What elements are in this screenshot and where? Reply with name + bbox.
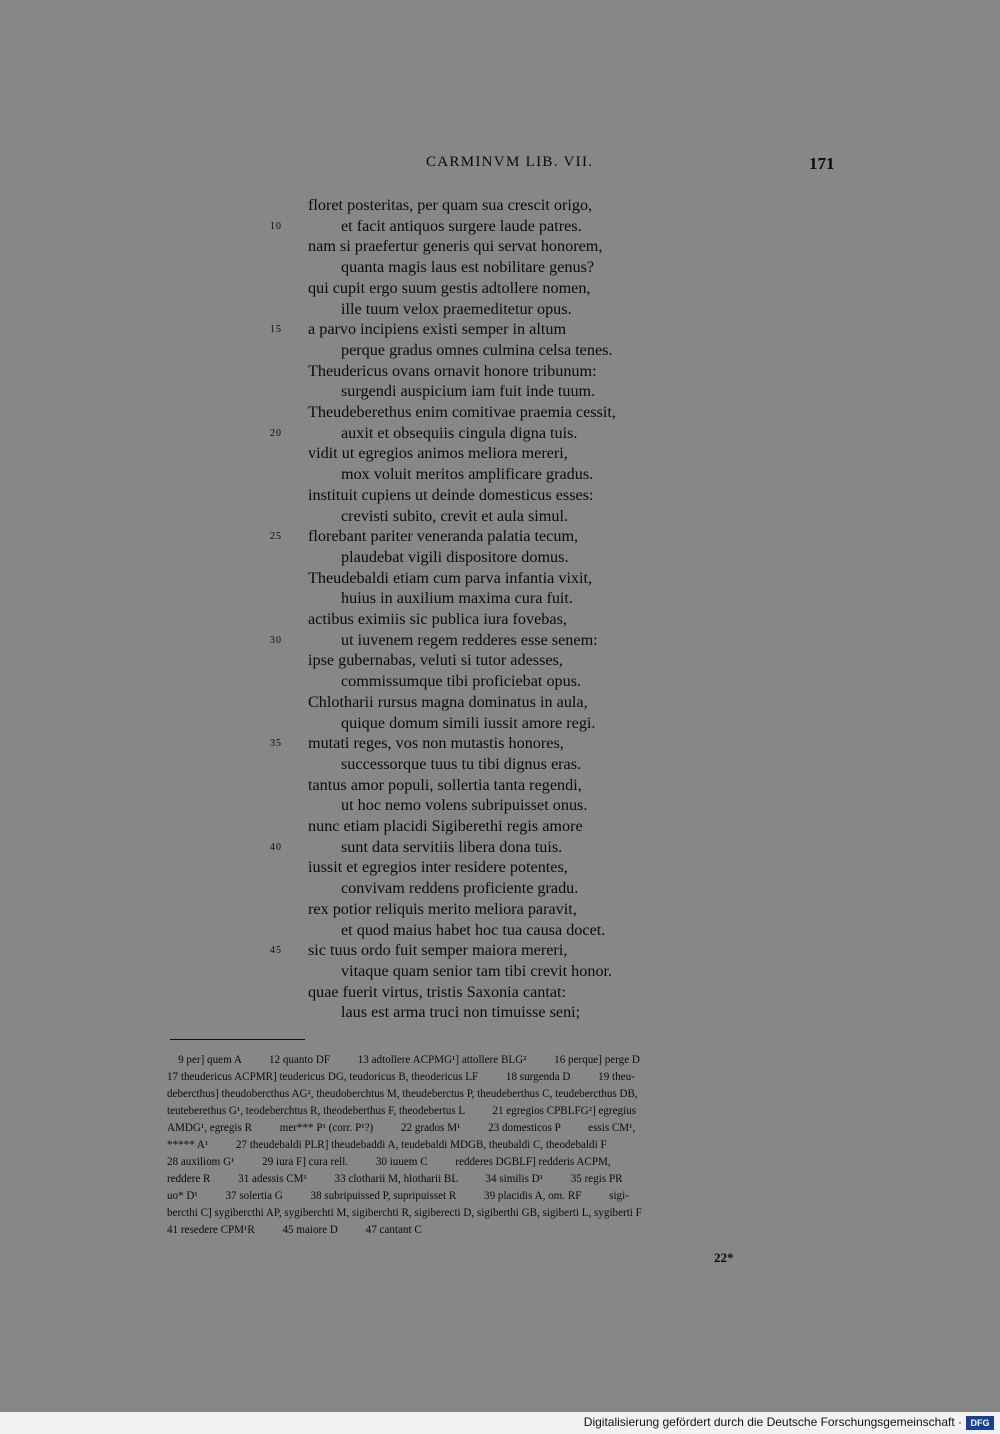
line-number: 20 [270, 427, 282, 439]
verse-line: Theudericus ovans ornavit honore tribunum: [308, 361, 597, 380]
line-number: 40 [270, 841, 282, 853]
verse-line: sunt data servitiis libera dona tuis. [341, 837, 563, 856]
page-number: 171 [809, 154, 835, 173]
line-number: 35 [270, 738, 282, 750]
verse-line: commissumque tibi proficiebat opus. [341, 672, 582, 691]
apparatus-line: reddere R 31 adessis CM¹ 33 clotharii M, hlotharii BL 34 similis D¹ 35 regis PR [167, 1173, 623, 1185]
page-header [0, 154, 1000, 178]
verse-line: tantus amor populi, sollertia tanta regendi, [308, 775, 582, 794]
verse-line: Theudebaldi etiam cum parva infantia vixit, [308, 568, 593, 587]
verse-line: surgendi auspicium iam fuit inde tuum. [341, 382, 596, 401]
funding-notice: Digitalisierung gefördert durch die Deutsche Forschungsgemeinschaft · [583, 1415, 962, 1429]
verse-line: nunc etiam placidi Sigiberethi regis amore [308, 817, 583, 835]
apparatus-line: 9 per] quem A 12 quanto DF 13 adtollere ACPMG¹] attollere BLG² 16 perque] perge D [167, 1054, 640, 1066]
verse-line: plaudebat vigili dispositore domus. [341, 547, 569, 566]
line-number: 30 [270, 634, 282, 646]
verse-line: ut iuvenem regem redderes esse senem: [341, 630, 598, 649]
verse-line: convivam reddens proficiente gradu. [341, 879, 579, 898]
verse-line: actibus eximiis sic publica iura fovebas, [308, 610, 567, 628]
apparatus-line: AMDG¹, egregis R mer*** P¹ (corr. P¹?) 22 grados M¹ 23 domesticos P essis CM¹, [167, 1122, 636, 1134]
apparatus-line: ***** A¹ 27 theudebaldi PLR] theudebaddi A, teudebaldi MDGB, theubaldi C, theodebaldi F [167, 1139, 607, 1151]
apparatus-line: bercthi C] sygibercthi AP, sygiberchti M, sigiberchti R, sigiberecti D, sigiberthi GB, sigiberti L, sygiberti F [167, 1207, 642, 1219]
verse-line: rex potior reliquis merito meliora paravit, [308, 899, 577, 918]
verse-line: Chlotharii rursus magna dominatus in aula, [308, 692, 588, 711]
verse-line: floret posteritas, per quam sua crescit origo, [308, 196, 593, 214]
verse-line: huius in auxilium maxima cura fuit. [341, 589, 573, 608]
verse-line: quique domum simili iussit amore regi. [341, 713, 596, 732]
apparatus-line: uo* D¹ 37 solertia G 38 subripuissed P, supripuisset R 39 placidis A, om. RF sigi- [167, 1190, 629, 1202]
verse-line: iussit et egregios inter residere potentes, [308, 858, 568, 877]
dfg-footer-bar [0, 1412, 1000, 1434]
line-number: 45 [270, 945, 282, 957]
verse-line: mox voluit meritos amplificare gradus. [341, 465, 594, 484]
verse-line: ille tuum velox praemeditetur opus. [341, 299, 572, 318]
critical-apparatus [167, 1052, 825, 1239]
line-number: 25 [270, 531, 282, 543]
apparatus-line: 41 resedere CPM¹R 45 maiore D 47 cantant C [167, 1224, 422, 1236]
verse-line: ut hoc nemo volens subripuisset onus. [341, 796, 588, 815]
signature-mark: 22* [714, 1250, 734, 1265]
line-number: 10 [270, 220, 282, 232]
verse-line: nam si praefertur generis qui servat honorem, [308, 237, 603, 256]
verse-line: instituit cupiens ut deinde domesticus esses: [308, 485, 594, 504]
apparatus-line: teuteberethus G¹, teodeberchtus R, theodeberthus F, theodebertus L 21 egregios CPBLFG²] egregius [167, 1105, 637, 1117]
verse-line: florebant pariter veneranda palatia tecum, [308, 527, 579, 546]
verse-line: a parvo incipiens existi semper in altum [308, 320, 567, 339]
verse-line: laus est arma truci non timuisse seni; [341, 1003, 581, 1022]
verse-line: vitaque quam senior tam tibi crevit honor. [341, 961, 613, 980]
verse-line: ipse gubernabas, veluti si tutor adesses, [308, 651, 563, 670]
verse-line: vidit ut egregios animos meliora mereri, [308, 444, 568, 463]
verse-line: auxit et obsequiis cingula digna tuis. [341, 423, 578, 442]
verse-line: successorque tuus tu tibi dignus eras. [341, 754, 582, 773]
verse-line: sic tuus ordo fuit semper maiora mereri, [308, 941, 568, 960]
verse-line: et facit antiquos surgere laude patres. [341, 216, 582, 235]
line-number: 15 [270, 324, 282, 336]
verse-line: et quod maius habet hoc tua causa docet. [341, 920, 606, 939]
verse-line: mutati reges, vos non mutastis honores, [308, 734, 564, 753]
apparatus-line: 17 theudericus ACPMR] teudericus DG, teudoricus B, theodericus LF 18 surgenda D 19 theu- [167, 1071, 635, 1083]
verse-line: qui cupit ergo suum gestis adtollere nomen, [308, 278, 591, 297]
verse-line: quanta magis laus est nobilitare genus? [341, 258, 595, 277]
running-title: CARMINVM LIB. VII. [426, 154, 594, 170]
dfg-logo-icon: DFG [966, 1416, 994, 1430]
footnote-rule [170, 1039, 305, 1040]
verse-line: quae fuerit virtus, tristis Saxonia cantat: [308, 982, 567, 1001]
verse-line: Theudeberethus enim comitivae praemia cessit, [308, 403, 616, 421]
verse-line: perque gradus omnes culmina celsa tenes. [341, 340, 613, 359]
verse-line: crevisti subito, crevit et aula simul. [341, 506, 569, 525]
apparatus-line: debercthus] theudobercthus AG², theudoberchtus M, theudeberctus P, theudeberthus C, teudebercthus DB, [167, 1088, 638, 1100]
apparatus-line: 28 auxiliom G¹ 29 iura F] cura rell. 30 iuuem C redderes DGBLF] redderis ACPM, [167, 1156, 611, 1168]
